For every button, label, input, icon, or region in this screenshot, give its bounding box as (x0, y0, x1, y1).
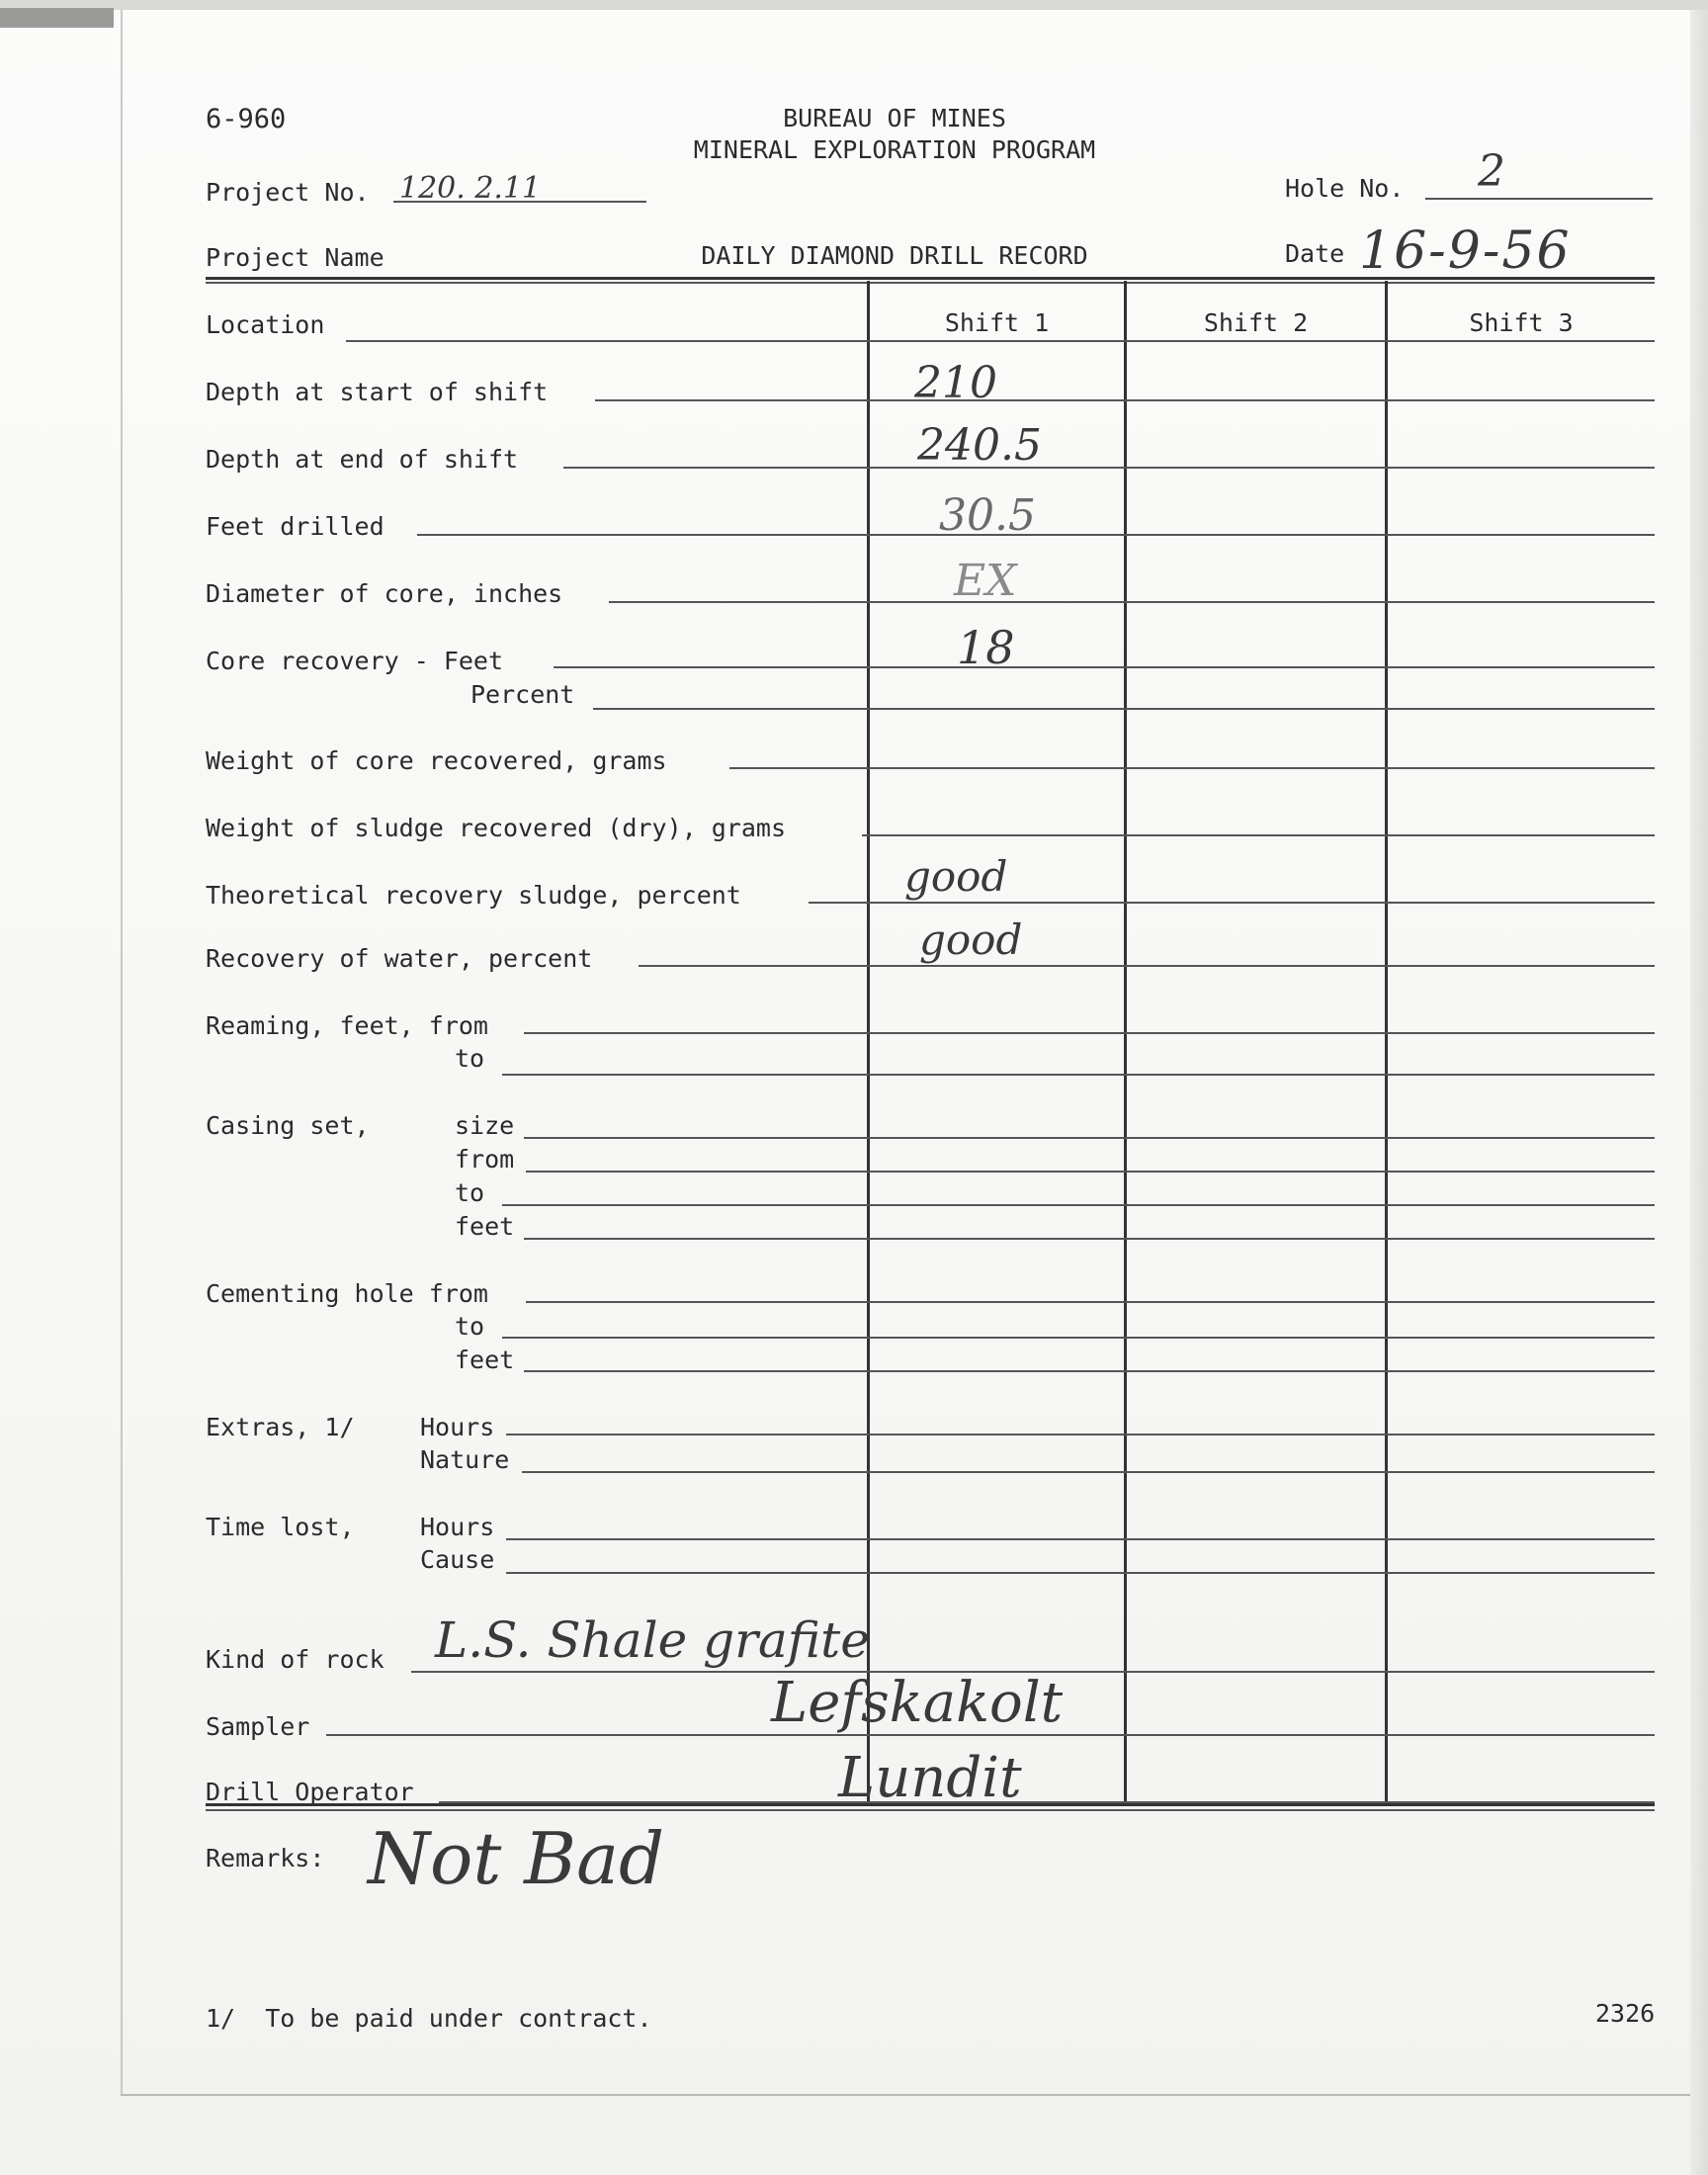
reaming-from-line (524, 1032, 1655, 1034)
extras-hours-line (506, 1434, 1655, 1436)
header-rule-1 (206, 277, 1655, 280)
feet-drilled-value: 30.5 (939, 490, 1036, 541)
paper-edge-bottom (121, 2094, 1702, 2096)
column-divider-1 (867, 281, 870, 1803)
water-label: Recovery of water, percent (206, 944, 593, 973)
water-line (639, 965, 1655, 967)
theoretical-value: good (904, 852, 1008, 901)
depth-end-value: 240.5 (917, 420, 1042, 471)
time-lost-hours-line (506, 1538, 1655, 1540)
extras-nature-line (522, 1471, 1655, 1473)
time-lost-label: Time lost, (206, 1513, 355, 1541)
depth-end-line (563, 467, 1655, 469)
paper-edge-right (1690, 10, 1708, 2175)
column-divider-2 (1124, 281, 1127, 1803)
diameter-line (609, 601, 1655, 603)
weight-sludge-label: Weight of sludge recovered (dry), grams (206, 814, 786, 842)
footer-rule-1 (206, 1803, 1655, 1806)
hole-no-line (1425, 198, 1653, 200)
extras-label: Extras, 1/ (206, 1413, 355, 1441)
paper-tab (0, 8, 114, 28)
hole-no-value: 2 (1478, 146, 1505, 197)
casing-to-line (502, 1204, 1655, 1206)
time-lost-cause-label: Cause (420, 1545, 495, 1574)
sampler-signature: Lefskakolt (771, 1671, 1064, 1735)
casing-to-label: to (455, 1178, 485, 1207)
time-lost-cause-line (506, 1572, 1655, 1574)
cementing-to-label: to (455, 1312, 485, 1341)
project-no-label: Project No. (206, 178, 370, 207)
casing-size-line (524, 1137, 1655, 1139)
paper-edge-top (0, 0, 1708, 10)
time-lost-hours-label: Hours (420, 1513, 495, 1541)
casing-from-label: from (455, 1145, 515, 1174)
cementing-feet-line (524, 1370, 1655, 1372)
page-number: 2326 (1595, 1999, 1656, 2028)
drill-operator-signature: Lundit (838, 1746, 1022, 1810)
kind-of-rock-label: Kind of rock (206, 1645, 384, 1674)
weight-core-label: Weight of core recovered, grams (206, 746, 667, 775)
program-title: MINERAL EXPLORATION PROGRAM (693, 135, 1096, 164)
header-rule-2 (206, 282, 1655, 284)
kind-of-rock-value: L.S. Shale grafite (435, 1611, 870, 1669)
reaming-label: Reaming, feet, from (206, 1011, 488, 1040)
date-label: Date (1285, 239, 1345, 268)
hole-no-label: Hole No. (1285, 174, 1405, 203)
project-no-value: 120. 2.11 (399, 171, 542, 206)
diameter-value: EX (954, 556, 1017, 606)
percent-line (593, 708, 1655, 710)
drill-operator-label: Drill Operator (206, 1778, 414, 1806)
feet-drilled-line (417, 534, 1655, 536)
footer-rule-2 (206, 1809, 1655, 1811)
feet-drilled-label: Feet drilled (206, 512, 384, 541)
core-recovery-line (554, 666, 1655, 668)
project-name-label: Project Name (206, 243, 384, 272)
column-divider-3 (1385, 281, 1388, 1803)
diameter-label: Diameter of core, inches (206, 579, 563, 608)
theoretical-line (809, 902, 1655, 904)
cementing-to-line (502, 1337, 1655, 1339)
sampler-label: Sampler (206, 1712, 310, 1741)
weight-sludge-line (862, 834, 1655, 836)
extras-hours-label: Hours (420, 1413, 495, 1441)
weight-core-line (729, 767, 1655, 769)
reaming-to-line (502, 1074, 1655, 1076)
core-recovery-label: Core recovery - Feet (206, 647, 504, 675)
casing-label: Casing set, (206, 1111, 370, 1140)
remarks-value: Not Bad (368, 1817, 665, 1900)
casing-from-line (526, 1171, 1655, 1173)
cementing-label: Cementing hole from (206, 1279, 488, 1308)
cementing-feet-label: feet (455, 1346, 515, 1374)
form-number: 6-960 (206, 104, 287, 134)
footnote: 1/ To be paid under contract. (206, 2004, 652, 2033)
extras-nature-label: Nature (420, 1445, 510, 1474)
shift-1-header: Shift 1 (944, 308, 1050, 337)
cementing-from-line (526, 1301, 1655, 1303)
shift-3-header: Shift 3 (1469, 308, 1574, 337)
depth-start-label: Depth at start of shift (206, 378, 549, 406)
casing-size-label: size (455, 1111, 515, 1140)
depth-start-line (595, 399, 1655, 401)
remarks-label: Remarks: (206, 1844, 325, 1872)
agency-title: BUREAU OF MINES (783, 104, 1006, 132)
reaming-to-label: to (455, 1044, 485, 1073)
location-label: Location (206, 310, 325, 339)
shift-2-header: Shift 2 (1203, 308, 1309, 337)
theoretical-label: Theoretical recovery sludge, percent (206, 881, 741, 910)
location-line (346, 340, 1655, 342)
casing-feet-line (524, 1238, 1655, 1240)
date-value: 16-9-56 (1359, 221, 1572, 281)
percent-label: Percent (470, 680, 575, 709)
casing-feet-label: feet (455, 1212, 515, 1241)
form-title: DAILY DIAMOND DRILL RECORD (701, 241, 1088, 270)
water-value: good (919, 915, 1023, 964)
paper-edge-left (121, 10, 123, 2096)
depth-end-label: Depth at end of shift (206, 445, 519, 474)
core-recovery-value: 18 (957, 621, 1015, 674)
depth-start-value: 210 (914, 358, 997, 408)
